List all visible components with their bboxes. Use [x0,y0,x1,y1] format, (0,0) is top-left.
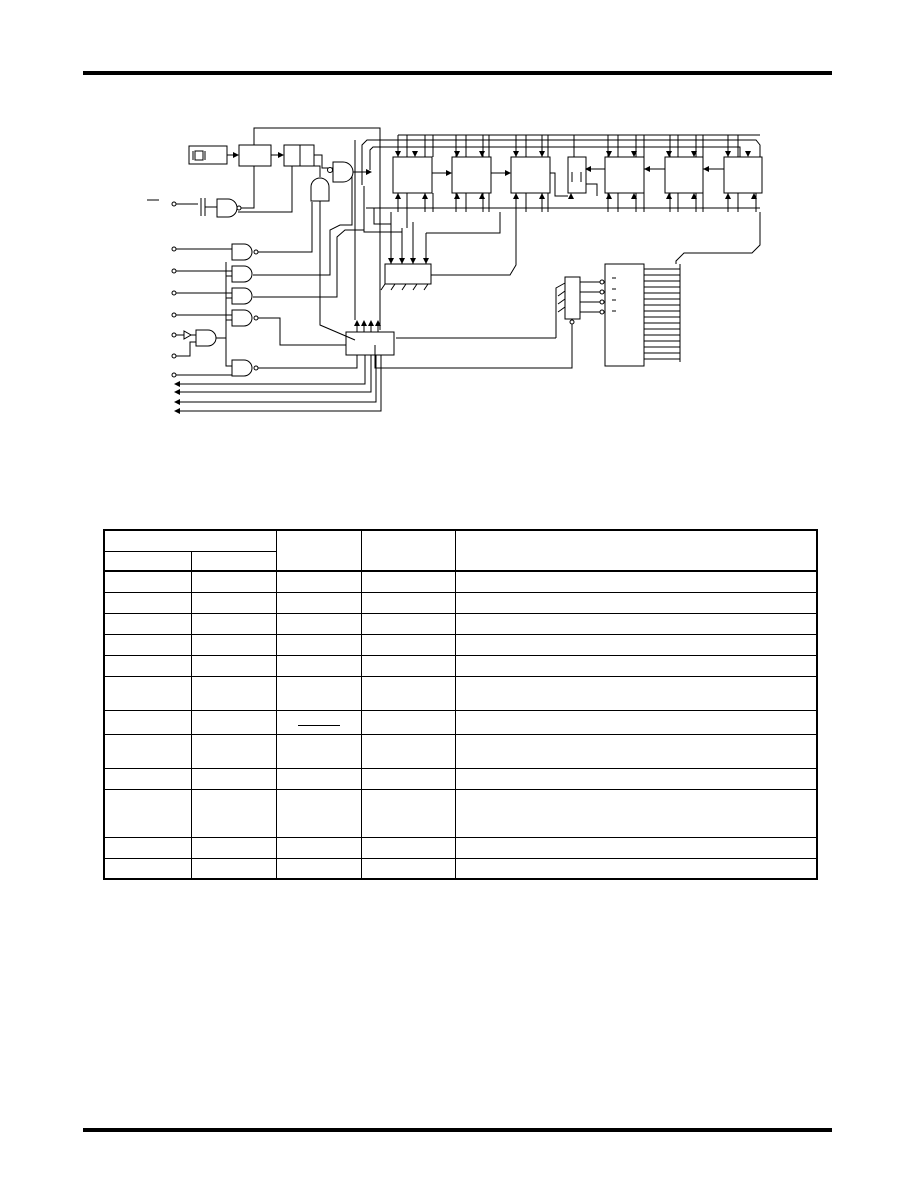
footer-rule [83,1128,832,1132]
table-row [104,571,817,592]
counter-chain [393,157,762,193]
header-cell [104,551,191,571]
pin-description-table [103,529,818,880]
output-pins [644,264,680,362]
header-cell [455,530,817,571]
table-row [104,837,817,858]
and-gate-main [333,162,353,182]
mux-block [385,264,431,284]
divider-block [239,145,271,166]
header-cell [276,530,361,571]
header-cell [191,551,276,571]
table-row [104,858,817,879]
table-row [104,655,817,676]
table-row [104,789,817,837]
select-block [565,277,580,319]
output-decoder-block [605,264,644,366]
block-diagram [0,0,918,480]
overbar [298,725,340,726]
top-arrows [395,151,751,157]
and-gate-vertical [311,178,329,201]
table-header-row [104,530,817,551]
input-gates [196,244,258,376]
table-row [104,710,817,734]
table-row [104,734,817,768]
table-row [104,592,817,613]
input-gate [217,199,237,217]
header-cell [104,530,276,551]
oscillator-block [189,146,227,164]
header-cell [361,530,455,571]
output-lines [178,355,381,411]
table-row [104,768,817,789]
prescaler-block [284,145,314,166]
table-row [104,634,817,655]
table-row [104,613,817,634]
table-row [104,676,817,710]
top-bus [362,135,760,185]
control-register-block [346,332,394,355]
